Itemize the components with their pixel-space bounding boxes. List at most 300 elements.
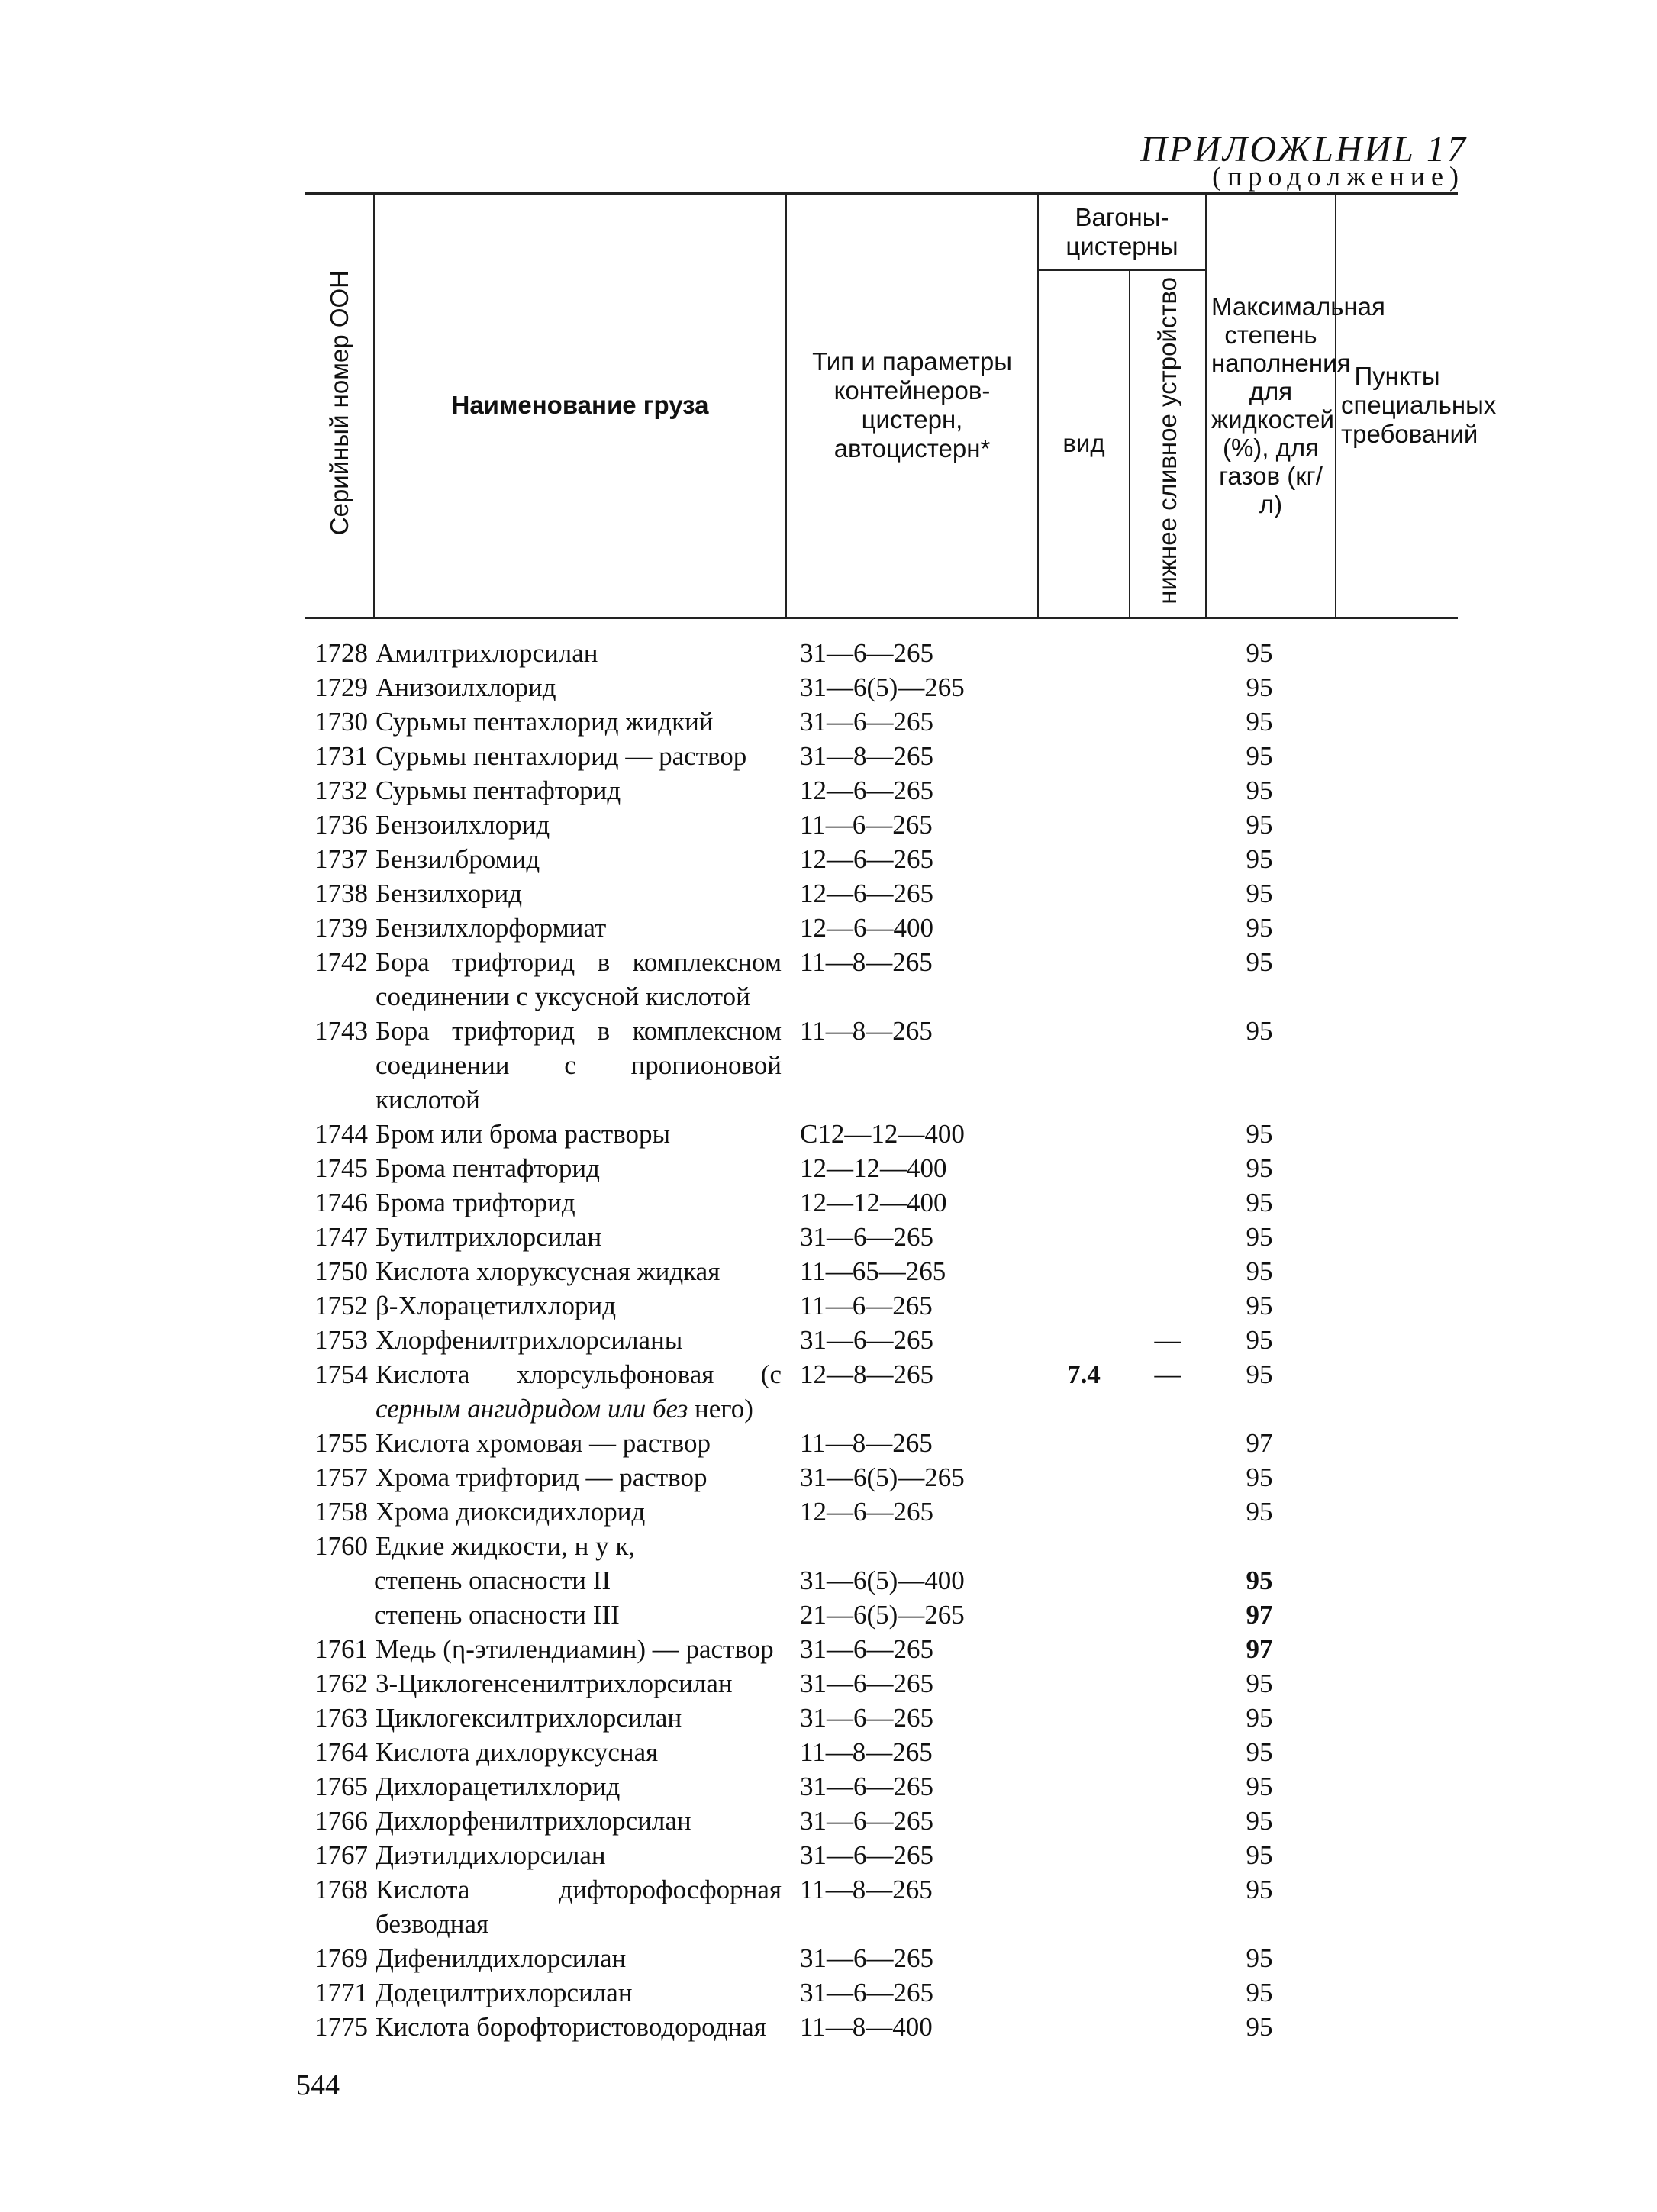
cargo-name-italic-part: серным ангидридом или без <box>376 1393 688 1424</box>
max-fill-cell: 95 <box>1246 1977 1273 2007</box>
container-type-cell: 11—8—265 <box>800 946 933 977</box>
container-type-cell: 12—6—400 <box>800 912 933 943</box>
cargo-name-cell: Сурьмы пентахлорид — раствор <box>376 740 747 771</box>
container-type-cell: 12—12—400 <box>800 1187 947 1217</box>
cargo-name-cell: Бутилтрихлорсилан <box>376 1221 602 1252</box>
container-type-cell: 31—6—265 <box>800 1633 933 1664</box>
drain-device-cell <box>1130 911 1206 945</box>
table-row <box>305 1701 1458 1735</box>
cargo-name-cell: Бензилбромид <box>376 843 540 874</box>
container-type-cell: 31—6—265 <box>800 1840 933 1870</box>
table-row <box>305 1563 1458 1598</box>
wagon-kind-cell <box>1038 1735 1130 1769</box>
special-requirements-cell <box>1336 1838 1458 1872</box>
drain-device-cell: — <box>1154 1359 1181 1389</box>
special-requirements-cell <box>1336 705 1458 739</box>
wagon-kind-cell <box>1038 1426 1130 1460</box>
container-type-cell: 12—12—400 <box>800 1153 947 1183</box>
max-fill-cell: 95 <box>1246 672 1273 702</box>
serial-number-cell: 1764 <box>314 1736 368 1767</box>
max-fill-cell: 95 <box>1246 1221 1273 1252</box>
serial-number-cell: 1752 <box>314 1290 368 1320</box>
container-type-cell: 31—6—265 <box>800 1977 933 2007</box>
special-requirements-cell <box>1336 1323 1458 1357</box>
max-fill-cell: 95 <box>1246 1771 1273 1801</box>
serial-number-cell: 1736 <box>314 809 368 840</box>
table-row <box>305 1838 1458 1872</box>
container-type-cell: 31—6—265 <box>800 1221 933 1252</box>
special-requirements-cell <box>1336 945 1458 1014</box>
serial-number-cell: 1754 <box>314 1359 368 1389</box>
drain-device-cell <box>1130 1701 1206 1735</box>
cargo-name-cell <box>374 1357 786 1426</box>
cargo-name-cell: Бензоилхлорид <box>376 809 550 840</box>
container-type-cell: 31—8—265 <box>800 740 933 771</box>
cargo-name-cell: Кислота борофтористоводородная <box>376 2011 766 2042</box>
serial-number-cell: 1737 <box>314 843 368 874</box>
cargo-name-cell: Брома трифторид <box>376 1187 575 1217</box>
table-row <box>305 1598 1458 1632</box>
max-fill-cell: 95 <box>1246 1565 1273 1595</box>
serial-number-cell: 1750 <box>314 1256 368 1286</box>
special-requirements-cell <box>1336 808 1458 842</box>
column-header-serial: Серийный номер ООН <box>305 194 374 618</box>
special-requirements-cell <box>1336 1014 1458 1117</box>
cargo-name-cell: Кислота хромовая — раствор <box>376 1427 711 1458</box>
wagon-kind-cell <box>1038 1254 1130 1288</box>
cargo-name-cell: Анизоилхлорид <box>376 672 556 702</box>
column-header-drain: нижнее сливное устройство <box>1130 270 1206 617</box>
cargo-name-cell: Хрома трифторид — раствор <box>376 1462 708 1492</box>
serial-number-cell: 1747 <box>314 1221 368 1252</box>
special-requirements-cell <box>1336 1804 1458 1838</box>
container-type-cell: 12—6—265 <box>800 843 933 874</box>
serial-number-cell <box>305 1563 374 1598</box>
max-fill-cell: 97 <box>1246 1599 1273 1630</box>
table-row <box>305 842 1458 876</box>
container-type-cell: С12—12—400 <box>800 1118 965 1149</box>
max-fill-cell: 95 <box>1246 946 1273 977</box>
cargo-table <box>305 192 1497 2044</box>
cargo-name-cell: Медь (η-этилендиамин) — раствор <box>376 1633 774 1664</box>
max-fill-cell: 95 <box>1246 1324 1273 1355</box>
max-fill-cell: 95 <box>1246 1805 1273 1836</box>
cargo-name-cell: 3-Циклогенсенилтрихлорсилан <box>376 1668 733 1698</box>
container-type-cell: 11—8—265 <box>800 1015 933 1046</box>
special-requirements-cell <box>1336 773 1458 808</box>
drain-device-cell <box>1130 945 1206 1014</box>
special-requirements-cell <box>1336 1254 1458 1288</box>
special-requirements-cell <box>1336 1563 1458 1598</box>
cargo-name-cell: Бора трифторид в комплексном соединении с уксусной кислотой <box>376 946 782 1011</box>
table-row <box>305 1529 1458 1563</box>
container-type-cell <box>786 1529 1038 1563</box>
table-row <box>305 1666 1458 1701</box>
special-requirements-cell <box>1336 1151 1458 1185</box>
container-type-cell: 31—6—265 <box>800 1702 933 1733</box>
serial-number-cell: 1755 <box>314 1427 368 1458</box>
wagon-kind-cell <box>1038 617 1130 670</box>
cargo-name-cell: Брома пентафторид <box>376 1153 600 1183</box>
table-row <box>305 1975 1458 2010</box>
wagon-kind-cell <box>1038 1151 1130 1185</box>
serial-number-cell: 1761 <box>314 1633 368 1664</box>
drain-device-cell <box>1130 1769 1206 1804</box>
cargo-name-cell: Диэтилдихлорсилан <box>376 1840 606 1870</box>
drain-device-cell <box>1130 1838 1206 1872</box>
cargo-name-cell: степень опасности III <box>374 1599 620 1630</box>
cargo-name-cell: Сурьмы пентафторид <box>376 775 621 805</box>
container-type-cell: 11—6—265 <box>800 809 933 840</box>
wagon-kind-cell <box>1038 1975 1130 2010</box>
special-requirements-cell <box>1336 1117 1458 1151</box>
drain-device-cell <box>1130 1014 1206 1117</box>
table-row <box>305 1735 1458 1769</box>
max-fill-cell: 95 <box>1246 1874 1273 1904</box>
max-fill-cell: 95 <box>1246 1736 1273 1767</box>
container-type-cell: 11—8—265 <box>800 1736 933 1767</box>
serial-number-cell: 1738 <box>314 878 368 908</box>
max-fill-cell: 95 <box>1246 1187 1273 1217</box>
drain-device-cell <box>1130 808 1206 842</box>
serial-number-cell: 1760 <box>314 1530 368 1561</box>
wagon-kind-cell <box>1038 1220 1130 1254</box>
special-requirements-cell <box>1336 1872 1458 1941</box>
container-type-cell: 31—6—265 <box>800 1324 933 1355</box>
max-fill-cell: 95 <box>1246 878 1273 908</box>
drain-device-cell <box>1130 1632 1206 1666</box>
special-requirements-cell <box>1336 1666 1458 1701</box>
wagon-kind-cell <box>1038 1288 1130 1323</box>
serial-number-cell: 1753 <box>314 1324 368 1355</box>
container-type-cell: 31—6—265 <box>800 637 933 668</box>
max-fill-cell: 95 <box>1246 843 1273 874</box>
max-fill-cell: 95 <box>1246 740 1273 771</box>
container-type-cell: 31—6(5)—400 <box>800 1565 965 1595</box>
wagon-kind-cell <box>1038 705 1130 739</box>
cargo-name-cell: Дихлорацетилхлорид <box>376 1771 621 1801</box>
special-requirements-cell <box>1336 876 1458 911</box>
serial-number-cell: 1729 <box>314 672 368 702</box>
drain-device-cell <box>1130 1666 1206 1701</box>
wagon-kind-cell <box>1038 1563 1130 1598</box>
cargo-name-cell: Едкие жидкости, н у к, <box>376 1530 636 1561</box>
serial-number-cell: 1731 <box>314 740 368 771</box>
cargo-name-cell: Циклогексилтрихлорсилан <box>376 1702 682 1733</box>
serial-number-cell: 1765 <box>314 1771 368 1801</box>
drain-device-cell <box>1130 1735 1206 1769</box>
drain-device-cell <box>1130 1426 1206 1460</box>
cargo-name-cell: Сурьмы пентахлорид жидкий <box>376 706 714 737</box>
table-row <box>305 1185 1458 1220</box>
max-fill-cell: 95 <box>1246 1496 1273 1527</box>
table-row <box>305 1323 1458 1357</box>
max-fill-cell: 95 <box>1246 775 1273 805</box>
cargo-name-cell: Бензилхорид <box>376 878 523 908</box>
page-number: 544 <box>296 2069 340 2101</box>
drain-device-cell <box>1130 2010 1206 2044</box>
table-row <box>305 1426 1458 1460</box>
max-fill-cell: 95 <box>1246 1015 1273 1046</box>
max-fill-cell: 95 <box>1246 809 1273 840</box>
special-requirements-cell <box>1336 1220 1458 1254</box>
max-fill-cell: 95 <box>1246 912 1273 943</box>
serial-number-cell: 1763 <box>314 1702 368 1733</box>
serial-number-cell: 1743 <box>314 1015 368 1046</box>
cargo-name-cell: Амилтрихлорсилан <box>376 637 598 668</box>
serial-number-cell: 1775 <box>314 2011 368 2042</box>
special-requirements-cell <box>1336 1632 1458 1666</box>
serial-number-cell: 1771 <box>314 1977 368 2007</box>
wagon-kind-cell <box>1038 1117 1130 1151</box>
table-body <box>305 617 1458 2044</box>
cargo-name-cell: β-Хлорацетилхлорид <box>376 1290 616 1320</box>
table-row <box>305 1769 1458 1804</box>
wagon-kind-cell <box>1038 945 1130 1014</box>
wagon-kind-cell <box>1038 876 1130 911</box>
table-header <box>305 194 1497 618</box>
special-requirements-cell <box>1336 1529 1458 1563</box>
wagon-kind-cell <box>1038 2010 1130 2044</box>
container-type-cell: 12—8—265 <box>800 1359 933 1389</box>
max-fill-cell: 95 <box>1246 1943 1273 1973</box>
container-type-cell: 31—6—265 <box>800 1668 933 1698</box>
container-type-cell: 31—6(5)—265 <box>800 672 965 702</box>
special-requirements-cell <box>1336 1185 1458 1220</box>
special-requirements-cell <box>1336 1701 1458 1735</box>
cargo-name-cell: Дифенилдихлорсилан <box>376 1943 627 1973</box>
drain-device-cell <box>1130 705 1206 739</box>
container-type-cell: 12—6—265 <box>800 775 933 805</box>
max-fill-cell: 97 <box>1246 1633 1273 1664</box>
wagon-kind-cell <box>1038 1185 1130 1220</box>
table-row <box>305 1254 1458 1288</box>
cargo-name-cell: Бора трифторид в комплексном соединении с пропионовой кислотой <box>376 1015 782 1114</box>
drain-device-cell <box>1130 876 1206 911</box>
drain-device-cell <box>1130 1804 1206 1838</box>
table-row <box>305 1941 1458 1975</box>
wagon-kind-cell: 7.4 <box>1067 1359 1101 1389</box>
drain-device-cell <box>1130 617 1206 670</box>
serial-number-cell: 1746 <box>314 1187 368 1217</box>
wagon-kind-cell <box>1038 1323 1130 1357</box>
table-row <box>305 1117 1458 1151</box>
max-fill-cell: 95 <box>1246 1153 1273 1183</box>
cargo-name-cell: Бром или брома растворы <box>376 1118 671 1149</box>
column-header-type: Тип и параметры контейнеров-цистерн, автоцистерн* <box>786 194 1038 618</box>
drain-device-cell <box>1130 1117 1206 1151</box>
table-row <box>305 876 1458 911</box>
table-row <box>305 773 1458 808</box>
special-requirements-cell <box>1336 739 1458 773</box>
column-header-kind: вид <box>1038 270 1130 617</box>
special-requirements-cell <box>1336 1735 1458 1769</box>
cargo-name-cell: Кислота дихлоруксусная <box>376 1736 659 1767</box>
wagon-kind-cell <box>1038 1529 1130 1563</box>
max-fill-cell: 95 <box>1246 1668 1273 1698</box>
cargo-name-cell: Хрома диоксидихлорид <box>376 1496 646 1527</box>
wagon-kind-cell <box>1038 1769 1130 1804</box>
max-fill-cell: 95 <box>1246 1359 1273 1389</box>
cargo-name-cell: Дихлорфенилтрихлорсилан <box>376 1805 691 1836</box>
special-requirements-cell <box>1336 1598 1458 1632</box>
cargo-name-cell: Додецилтрихлорсилан <box>376 1977 633 2007</box>
table-row <box>305 1014 1458 1117</box>
cargo-name-cell: Бензилхлорформиат <box>376 912 607 943</box>
serial-number-cell: 1768 <box>314 1874 368 1904</box>
special-requirements-cell <box>1336 911 1458 945</box>
drain-device-cell <box>1130 842 1206 876</box>
container-type-cell: 31—6—265 <box>800 1771 933 1801</box>
serial-number-cell <box>305 1598 374 1632</box>
wagon-kind-cell <box>1038 1632 1130 1666</box>
special-requirements-cell <box>1336 617 1458 670</box>
special-requirements-cell <box>1336 1769 1458 1804</box>
container-type-cell: 31—6(5)—265 <box>800 1462 965 1492</box>
container-type-cell: 11—8—265 <box>800 1874 933 1904</box>
serial-number-cell: 1732 <box>314 775 368 805</box>
container-type-cell: 31—6—265 <box>800 706 933 737</box>
drain-device-cell <box>1130 670 1206 705</box>
drain-device-cell <box>1130 1975 1206 2010</box>
table-row <box>305 617 1458 670</box>
drain-device-cell <box>1130 1151 1206 1185</box>
wagon-kind-cell <box>1038 773 1130 808</box>
container-type-cell: 11—65—265 <box>800 1256 946 1286</box>
appendix-title: ПРИЛОЖLНИL 17 <box>1140 129 1468 169</box>
table-row <box>305 670 1458 705</box>
container-type-cell: 11—8—400 <box>800 2011 933 2042</box>
serial-number-cell: 1767 <box>314 1840 368 1870</box>
table-row <box>305 1151 1458 1185</box>
max-fill-cell: 95 <box>1246 2011 1273 2042</box>
serial-number-cell: 1766 <box>314 1805 368 1836</box>
max-fill-cell: 97 <box>1246 1427 1273 1458</box>
special-requirements-cell <box>1336 842 1458 876</box>
special-requirements-cell <box>1336 1426 1458 1460</box>
max-fill-cell: 95 <box>1246 1840 1273 1870</box>
drain-device-cell <box>1130 1941 1206 1975</box>
wagon-kind-cell <box>1038 808 1130 842</box>
special-requirements-cell <box>1336 1357 1458 1426</box>
wagon-kind-cell <box>1038 1701 1130 1735</box>
cargo-name-cell: степень опасности II <box>374 1565 611 1595</box>
max-fill-cell: 95 <box>1246 1290 1273 1320</box>
serial-number-cell: 1762 <box>314 1668 368 1698</box>
wagon-kind-cell <box>1038 670 1130 705</box>
cargo-name-part: Кислота хлорсульфоновая (с <box>376 1359 782 1389</box>
drain-device-cell <box>1130 1288 1206 1323</box>
column-header-name: Наименование груза <box>374 194 786 618</box>
wagon-kind-cell <box>1038 1804 1130 1838</box>
drain-device-cell <box>1130 1254 1206 1288</box>
serial-number-cell: 1730 <box>314 706 368 737</box>
table-row <box>305 911 1458 945</box>
drain-device-cell <box>1130 1872 1206 1941</box>
wagon-kind-cell <box>1038 911 1130 945</box>
serial-number-cell: 1739 <box>314 912 368 943</box>
table-row <box>305 1804 1458 1838</box>
cargo-name-cell: Кислота дифторофосфорная безводная <box>376 1874 782 1939</box>
wagon-kind-cell <box>1038 842 1130 876</box>
drain-device-cell <box>1130 739 1206 773</box>
drain-device-cell <box>1130 1529 1206 1563</box>
appendix-subtitle: (продолжение) <box>1212 161 1465 192</box>
serial-number-cell: 1758 <box>314 1496 368 1527</box>
wagon-kind-cell <box>1038 1872 1130 1941</box>
drain-device-cell <box>1130 1460 1206 1495</box>
table-row <box>305 2010 1458 2044</box>
max-fill-cell: 95 <box>1246 637 1273 668</box>
wagon-kind-cell <box>1038 1666 1130 1701</box>
container-type-cell: 11—8—265 <box>800 1427 933 1458</box>
container-type-cell: 12—6—265 <box>800 1496 933 1527</box>
wagon-kind-cell <box>1038 1598 1130 1632</box>
serial-number-cell: 1744 <box>314 1118 368 1149</box>
special-requirements-cell <box>1336 1975 1458 2010</box>
container-type-cell: 12—6—265 <box>800 878 933 908</box>
table-row <box>305 808 1458 842</box>
drain-device-cell <box>1130 1220 1206 1254</box>
drain-device-cell <box>1130 1495 1206 1529</box>
container-type-cell: 11—6—265 <box>800 1290 933 1320</box>
table-row <box>305 705 1458 739</box>
special-requirements-cell <box>1336 1288 1458 1323</box>
cargo-name-cell: Хлорфенилтрихлорсиланы <box>376 1324 683 1355</box>
special-requirements-cell <box>1336 2010 1458 2044</box>
container-type-cell: 21—6(5)—265 <box>800 1599 965 1630</box>
serial-number-cell: 1728 <box>314 637 368 668</box>
drain-device-cell: — <box>1154 1324 1181 1355</box>
serial-number-cell: 1769 <box>314 1943 368 1973</box>
drain-device-cell <box>1130 773 1206 808</box>
max-fill-cell: 95 <box>1246 706 1273 737</box>
special-requirements-cell <box>1336 1460 1458 1495</box>
table-row <box>305 1460 1458 1495</box>
table-row <box>305 739 1458 773</box>
drain-device-cell <box>1130 1185 1206 1220</box>
table-row <box>305 1220 1458 1254</box>
max-fill-cell: 95 <box>1246 1118 1273 1149</box>
wagon-kind-cell <box>1038 1014 1130 1117</box>
cargo-name-end-part: него) <box>695 1393 753 1424</box>
serial-number-cell: 1745 <box>314 1153 368 1183</box>
table-row <box>305 1872 1458 1941</box>
wagon-kind-cell <box>1038 739 1130 773</box>
serial-number-cell: 1742 <box>314 946 368 977</box>
special-requirements-cell <box>1336 1495 1458 1529</box>
special-requirements-cell <box>1336 1941 1458 1975</box>
wagon-kind-cell <box>1038 1838 1130 1872</box>
wagon-kind-cell <box>1038 1495 1130 1529</box>
wagon-kind-cell <box>1038 1941 1130 1975</box>
container-type-cell: 31—6—265 <box>800 1943 933 1973</box>
max-fill-cell <box>1206 1529 1336 1563</box>
table-row <box>305 1288 1458 1323</box>
container-type-cell: 31—6—265 <box>800 1805 933 1836</box>
table-row <box>305 1495 1458 1529</box>
table-row <box>305 1357 1458 1426</box>
drain-device-cell <box>1130 1598 1206 1632</box>
special-requirements-cell <box>1336 670 1458 705</box>
wagon-kind-cell <box>1038 1460 1130 1495</box>
column-header-fill: Максимальная степень наполнения для жидкостей (%), для газов (кг/л) <box>1206 194 1336 618</box>
column-header-notes: Пункты специальных требований <box>1336 194 1458 618</box>
column-header-wagons: Вагоны-цистерны <box>1038 194 1206 271</box>
table-row <box>305 945 1458 1014</box>
serial-number-cell: 1757 <box>314 1462 368 1492</box>
max-fill-cell: 95 <box>1246 1256 1273 1286</box>
